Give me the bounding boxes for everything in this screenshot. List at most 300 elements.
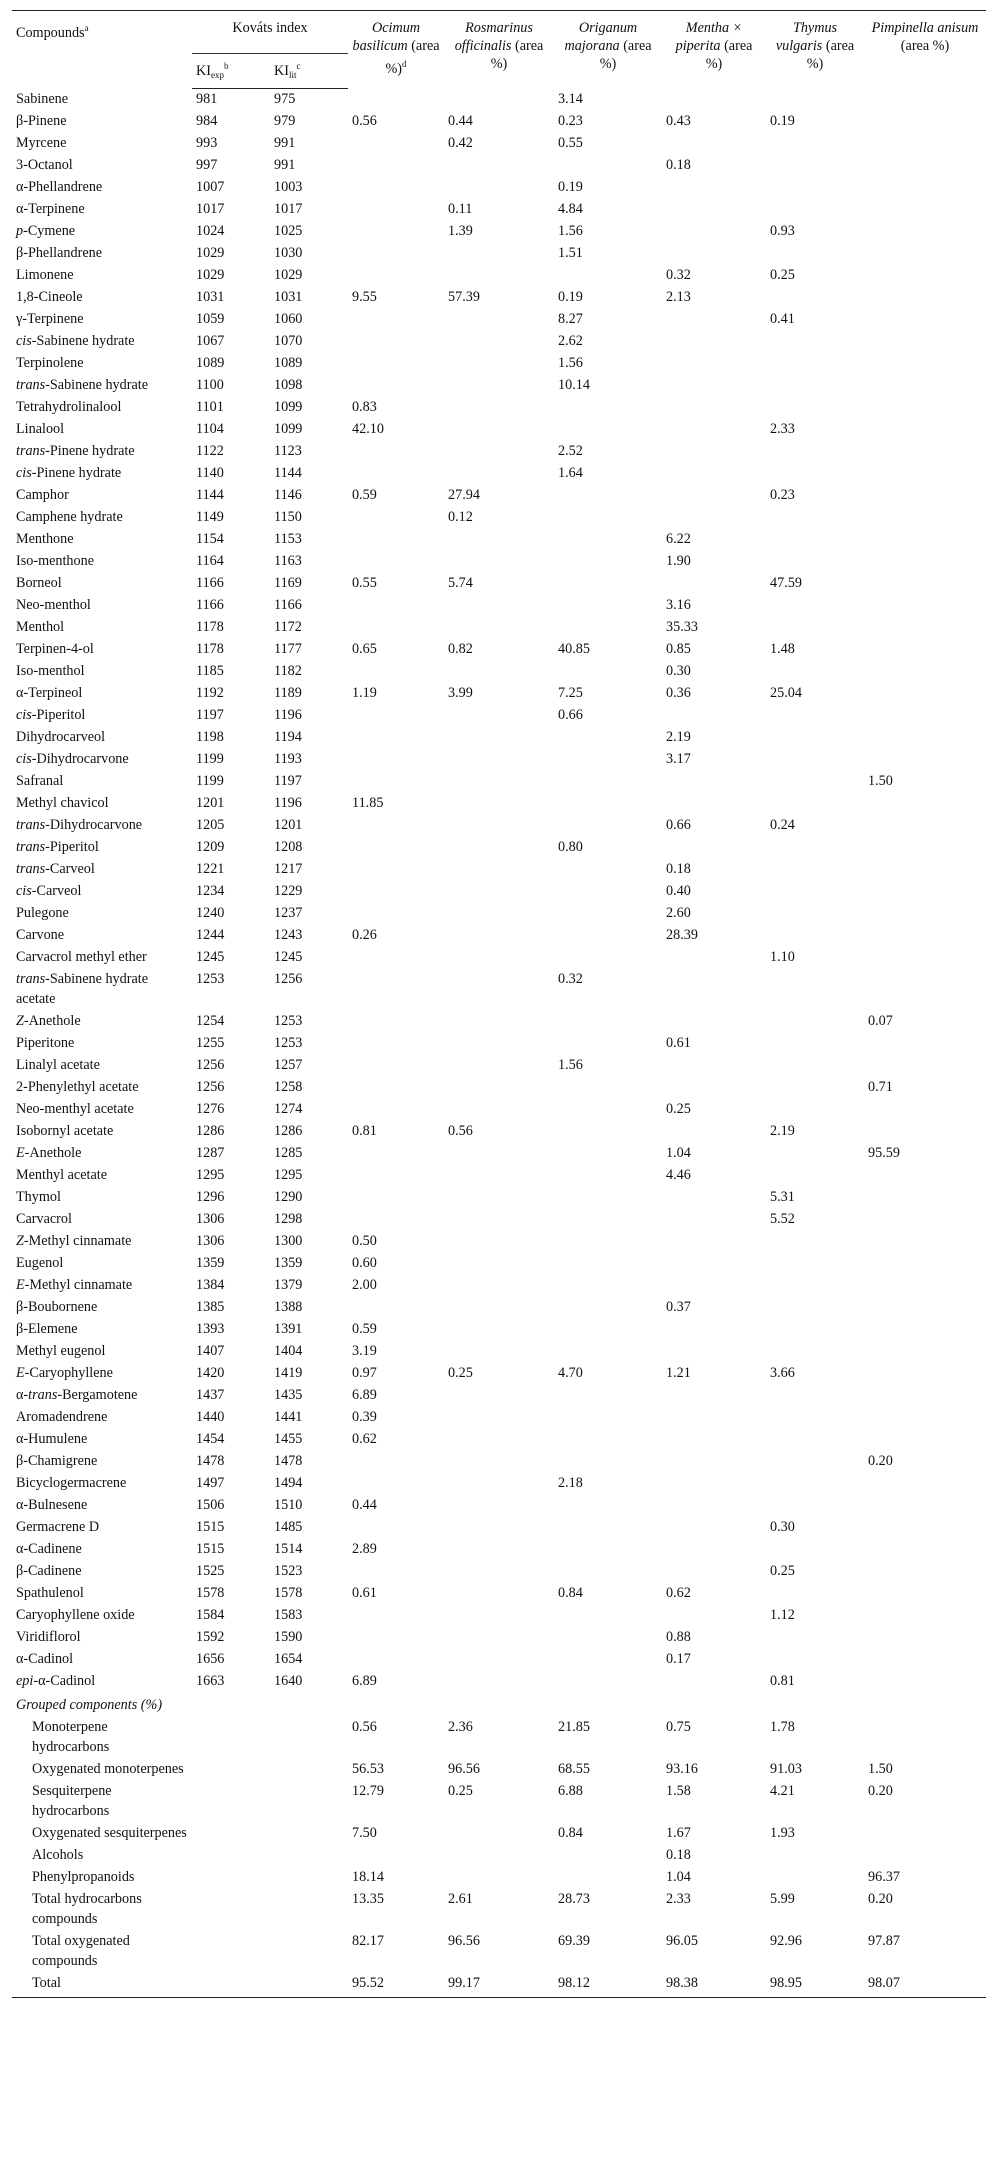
area-value: 0.18 (666, 861, 691, 877)
area-value (766, 1385, 864, 1407)
area-value: 1.19 (352, 685, 377, 701)
ki-exp-value: 1154 (196, 531, 224, 547)
area-value (864, 529, 986, 551)
area-value (444, 1561, 554, 1583)
area-value (864, 1649, 986, 1671)
area-value: 0.23 (558, 113, 583, 129)
area-value: 0.56 (448, 1123, 473, 1139)
group-value: 1.58 (666, 1783, 691, 1799)
compound-name: α-Humulene (16, 1431, 88, 1447)
group-value: 96.05 (666, 1933, 698, 1949)
table-row (12, 1209, 986, 1231)
area-value (766, 881, 864, 903)
ki-lit-value: 1146 (274, 487, 302, 503)
area-value (766, 1011, 864, 1033)
area-value (766, 1297, 864, 1319)
ki-lit-value: 1441 (274, 1409, 303, 1425)
area-value (348, 1165, 444, 1187)
area-value: 2.00 (352, 1277, 377, 1293)
area-value (864, 1099, 986, 1121)
compound-name: Iso-menthol (16, 663, 85, 679)
area-value (554, 551, 662, 573)
compound-name: Dihydrocarveol (16, 729, 106, 745)
ki-exp-value: 997 (196, 157, 218, 173)
ki-exp-value: 1384 (196, 1277, 225, 1293)
empty-cell (192, 1717, 270, 1759)
ki-lit-value: 1388 (274, 1299, 303, 1315)
ki-lit-value: 1523 (274, 1563, 303, 1579)
area-value (864, 1561, 986, 1583)
grouped-row (12, 1823, 986, 1845)
area-value (554, 419, 662, 441)
ki-lit-value: 991 (274, 157, 296, 173)
area-value (554, 1517, 662, 1539)
compound-name: 3-Octanol (16, 157, 73, 173)
area-value: 40.85 (558, 641, 590, 657)
ki-lit-value: 1578 (274, 1585, 303, 1601)
table-row (12, 243, 986, 265)
ki-exp-value: 1440 (196, 1409, 225, 1425)
table-row (12, 1341, 986, 1363)
area-value (554, 1407, 662, 1429)
ki-lit-value: 1654 (274, 1651, 303, 1667)
area-value (766, 1341, 864, 1363)
area-value: 0.40 (666, 883, 691, 899)
area-value: 27.94 (448, 487, 480, 503)
group-value: 0.75 (666, 1719, 691, 1735)
table-row (12, 1671, 986, 1693)
area-value (554, 1011, 662, 1033)
area-value (766, 1099, 864, 1121)
ki-lit-value: 1003 (274, 179, 303, 195)
compound-name: Neo-menthyl acetate (16, 1101, 134, 1117)
ki-exp-value: 1515 (196, 1519, 225, 1535)
compound-name: epi-α-Cadinol (16, 1673, 96, 1689)
area-value (554, 155, 662, 177)
area-value (864, 243, 986, 265)
area-value (444, 1385, 554, 1407)
group-value: 0.56 (352, 1719, 377, 1735)
area-value: 0.20 (868, 1453, 893, 1469)
area-value (864, 1429, 986, 1451)
table-body (12, 89, 986, 1998)
group-value: 92.96 (770, 1933, 802, 1949)
table-row (12, 595, 986, 617)
area-value: 1.21 (666, 1365, 691, 1381)
ki-exp-value: 1024 (196, 223, 225, 239)
area-value (554, 771, 662, 793)
area-value: 1.50 (868, 773, 893, 789)
table-row (12, 683, 986, 705)
ki-exp-value: 1234 (196, 883, 225, 899)
area-value (864, 221, 986, 243)
group-value: 98.95 (766, 1973, 864, 1998)
ki-exp-value: 1256 (196, 1079, 225, 1095)
area-value (348, 1187, 444, 1209)
area-value (864, 1253, 986, 1275)
table-row (12, 485, 986, 507)
area-value (444, 1429, 554, 1451)
area-value (766, 925, 864, 947)
area-value (766, 89, 864, 112)
area-value (444, 243, 554, 265)
area-value (554, 1165, 662, 1187)
area-value (348, 1033, 444, 1055)
area-value (766, 1429, 864, 1451)
ki-lit-value: 1290 (274, 1189, 303, 1205)
area-value (554, 727, 662, 749)
area-value (662, 1011, 766, 1033)
area-value: 0.80 (558, 839, 583, 855)
area-value: 0.42 (448, 135, 473, 151)
area-value (662, 771, 766, 793)
area-value (766, 1627, 864, 1649)
area-value (864, 1583, 986, 1605)
compound-name: Methyl chavicol (16, 795, 109, 811)
ki-lit-value: 1099 (274, 399, 303, 415)
area-value (444, 265, 554, 287)
ki-exp-value: 1192 (196, 685, 224, 701)
area-value: 4.70 (558, 1365, 583, 1381)
area-value (348, 441, 444, 463)
area-value (348, 1099, 444, 1121)
group-value (766, 1867, 864, 1889)
ki-exp-value: 1100 (196, 377, 224, 393)
ki-lit-value: 1089 (274, 355, 303, 371)
compound-name: Carvone (16, 927, 65, 943)
ki-lit-value: 1256 (274, 971, 303, 987)
area-value (444, 375, 554, 397)
table-row (12, 265, 986, 287)
grouped-title: Grouped components (%) (16, 1697, 163, 1713)
area-value (662, 89, 766, 112)
essential-oil-composition-table (12, 10, 986, 1998)
ki-exp-value: 1029 (196, 267, 225, 283)
ki-lit-value: 1031 (274, 289, 303, 305)
area-value (864, 705, 986, 727)
area-value (864, 793, 986, 815)
ki-lit-value: 1640 (274, 1673, 303, 1689)
area-value (554, 1495, 662, 1517)
area-value (662, 441, 766, 463)
area-value (864, 573, 986, 595)
table-row (12, 727, 986, 749)
empty-cell (270, 1781, 348, 1823)
area-value (348, 221, 444, 243)
table-row (12, 1099, 986, 1121)
area-value (766, 1275, 864, 1297)
area-value: 2.52 (558, 443, 583, 459)
area-value: 95.59 (868, 1145, 900, 1161)
area-value (348, 353, 444, 375)
table-row (12, 287, 986, 309)
ki-lit-value: 1025 (274, 223, 303, 239)
area-value: 0.41 (770, 311, 795, 327)
group-value (444, 1845, 554, 1867)
area-value (766, 551, 864, 573)
area-value (554, 1627, 662, 1649)
area-value (662, 1319, 766, 1341)
area-value: 25.04 (770, 685, 802, 701)
area-value: 1.56 (558, 1057, 583, 1073)
area-value (864, 1539, 986, 1561)
area-value (444, 881, 554, 903)
area-value (766, 749, 864, 771)
area-value (766, 1055, 864, 1077)
area-value (554, 1275, 662, 1297)
area-value (444, 661, 554, 683)
area-value (766, 1319, 864, 1341)
area-value (864, 419, 986, 441)
area-value: 0.88 (666, 1629, 691, 1645)
area-value (864, 1473, 986, 1495)
area-value (554, 947, 662, 969)
area-value: 1.12 (770, 1607, 795, 1623)
ki-exp-value: 1525 (196, 1563, 225, 1579)
area-value (662, 463, 766, 485)
area-value: 5.52 (770, 1211, 795, 1227)
area-value (444, 903, 554, 925)
area-value (444, 441, 554, 463)
area-value: 0.81 (352, 1123, 377, 1139)
table-row (12, 177, 986, 199)
group-value (444, 1867, 554, 1889)
ki-exp-value: 1663 (196, 1673, 225, 1689)
table-row (12, 507, 986, 529)
table-row (12, 133, 986, 155)
group-value (554, 1867, 662, 1889)
grouped-row (12, 1845, 986, 1867)
area-value: 4.46 (666, 1167, 691, 1183)
area-value: 6.89 (352, 1673, 377, 1689)
table-row (12, 89, 986, 112)
ki-exp-value: 1067 (196, 333, 225, 349)
group-value: 98.12 (554, 1973, 662, 1998)
area-value (348, 551, 444, 573)
area-value: 0.17 (666, 1651, 691, 1667)
area-value (348, 881, 444, 903)
ki-lit-value: 1295 (274, 1167, 303, 1183)
ki-lit-value: 1583 (274, 1607, 303, 1623)
area-value (662, 221, 766, 243)
group-value: 1.50 (868, 1761, 893, 1777)
ki-exp-value: 1584 (196, 1607, 225, 1623)
ki-lit-value: 1485 (274, 1519, 303, 1535)
area-value (444, 353, 554, 375)
area-value: 0.85 (666, 641, 691, 657)
area-value (864, 1341, 986, 1363)
area-value: 2.89 (352, 1541, 377, 1557)
area-value (444, 331, 554, 353)
group-value: 1.04 (666, 1869, 691, 1885)
area-value (444, 1275, 554, 1297)
area-value (554, 529, 662, 551)
area-value: 28.39 (666, 927, 698, 943)
ki-exp-value: 1149 (196, 509, 224, 525)
group-value: 21.85 (558, 1719, 590, 1735)
table-row (12, 661, 986, 683)
ki-exp-header: $KI_{exp}^b$ (192, 54, 270, 89)
area-value (554, 1319, 662, 1341)
group-name: Total hydrocarbons compounds (32, 1891, 142, 1927)
area-value (444, 89, 554, 112)
area-value (662, 133, 766, 155)
area-value (662, 1055, 766, 1077)
area-value (864, 1385, 986, 1407)
area-value (766, 1407, 864, 1429)
ki-lit-value: 1435 (274, 1387, 303, 1403)
table-row (12, 1121, 986, 1143)
area-value (348, 1473, 444, 1495)
group-value: 97.87 (868, 1933, 900, 1949)
ki-lit-value: 1359 (274, 1255, 303, 1271)
empty-cell (192, 1823, 270, 1845)
compound-name: Carvacrol methyl ether (16, 949, 147, 965)
ki-exp-value: 1478 (196, 1453, 225, 1469)
area-value (554, 661, 662, 683)
area-value (554, 1539, 662, 1561)
area-value: 2.18 (558, 1475, 583, 1491)
area-value (662, 353, 766, 375)
area-value (444, 1143, 554, 1165)
area-value (766, 507, 864, 529)
area-value: 0.25 (448, 1365, 473, 1381)
area-value (864, 1055, 986, 1077)
area-value: 0.62 (352, 1431, 377, 1447)
area-value: 5.74 (448, 575, 473, 591)
area-value (444, 771, 554, 793)
area-value (864, 749, 986, 771)
area-value (864, 89, 986, 112)
area-value (766, 397, 864, 419)
group-value (348, 1845, 444, 1867)
area-value (554, 1253, 662, 1275)
area-value (766, 837, 864, 859)
area-value (348, 1627, 444, 1649)
compound-name: Menthol (16, 619, 65, 635)
compound-name: Piperitone (16, 1035, 75, 1051)
area-value (554, 1649, 662, 1671)
group-name: Alcohols (32, 1847, 84, 1863)
table-row (12, 551, 986, 573)
compound-name: Neo-menthol (16, 597, 91, 613)
table-row (12, 1143, 986, 1165)
ki-exp-value: 981 (196, 91, 218, 107)
compound-name: β-Pinene (16, 113, 67, 129)
area-value (766, 1539, 864, 1561)
group-value: 56.53 (352, 1761, 384, 1777)
group-value: 96.56 (448, 1761, 480, 1777)
compound-name: α-Cadinene (16, 1541, 82, 1557)
area-value (444, 1583, 554, 1605)
area-value (864, 925, 986, 947)
ki-exp-value: 1306 (196, 1211, 225, 1227)
compound-name: Iso-menthone (16, 553, 95, 569)
area-value: 4.84 (558, 201, 583, 217)
group-value (554, 1845, 662, 1867)
compound-name: α-trans-Bergamotene (16, 1387, 138, 1403)
area-value (864, 683, 986, 705)
compound-name: β-Elemene (16, 1321, 78, 1337)
ki-exp-value: 1164 (196, 553, 224, 569)
table-row (12, 1275, 986, 1297)
area-value (662, 1341, 766, 1363)
area-value (444, 1099, 554, 1121)
ki-lit-value: 1253 (274, 1013, 303, 1029)
area-value (444, 815, 554, 837)
group-value: 1.78 (770, 1719, 795, 1735)
empty-cell (270, 1823, 348, 1845)
empty-cell (270, 1973, 348, 1998)
ki-exp-value: 1205 (196, 817, 225, 833)
area-value: 35.33 (666, 619, 698, 635)
area-value (348, 177, 444, 199)
ki-lit-value: 1510 (274, 1497, 303, 1513)
table-row (12, 463, 986, 485)
area-value (444, 749, 554, 771)
area-value: 0.55 (558, 135, 583, 151)
area-value: 0.61 (352, 1585, 377, 1601)
compound-name: trans-Piperitol (16, 839, 99, 855)
group-value: 1.67 (666, 1825, 691, 1841)
area-value (662, 309, 766, 331)
area-value: 0.55 (352, 575, 377, 591)
area-value (444, 1341, 554, 1363)
ki-lit-value: 1245 (274, 949, 303, 965)
area-value (766, 1077, 864, 1099)
table-row (12, 111, 986, 133)
ki-lit-value: 1169 (274, 575, 302, 591)
area-value: 0.93 (770, 223, 795, 239)
group-value: 12.79 (352, 1783, 384, 1799)
group-value (864, 1717, 986, 1759)
group-value: 91.03 (770, 1761, 802, 1777)
compound-name: cis-Piperitol (16, 707, 86, 723)
area-value: 0.25 (666, 1101, 691, 1117)
area-value (444, 1187, 554, 1209)
ki-exp-value: 1059 (196, 311, 225, 327)
area-value (864, 881, 986, 903)
empty-cell (270, 1717, 348, 1759)
ki-exp-value: 1256 (196, 1057, 225, 1073)
compound-name: Safranal (16, 773, 64, 789)
grouped-row (12, 1931, 986, 1973)
table-row (12, 969, 986, 1011)
area-value: 0.36 (666, 685, 691, 701)
ki-lit-value: 1494 (274, 1475, 303, 1491)
area-value (662, 705, 766, 727)
table-row (12, 1429, 986, 1451)
area-value (864, 133, 986, 155)
area-value (766, 441, 864, 463)
area-value: 0.07 (868, 1013, 893, 1029)
ki-lit-value: 1237 (274, 905, 303, 921)
area-value (766, 705, 864, 727)
ki-lit-value: 1029 (274, 267, 303, 283)
area-value (766, 463, 864, 485)
area-value: 1.64 (558, 465, 583, 481)
area-value (444, 1033, 554, 1055)
area-value: 1.39 (448, 223, 473, 239)
area-value (554, 1605, 662, 1627)
area-value: 1.10 (770, 949, 795, 965)
table-row (12, 1011, 986, 1033)
empty-cell (192, 1973, 270, 1998)
ki-lit-value: 1298 (274, 1211, 303, 1227)
ki-lit-value: 1300 (274, 1233, 303, 1249)
group-value: 5.99 (770, 1891, 795, 1907)
area-value (766, 177, 864, 199)
